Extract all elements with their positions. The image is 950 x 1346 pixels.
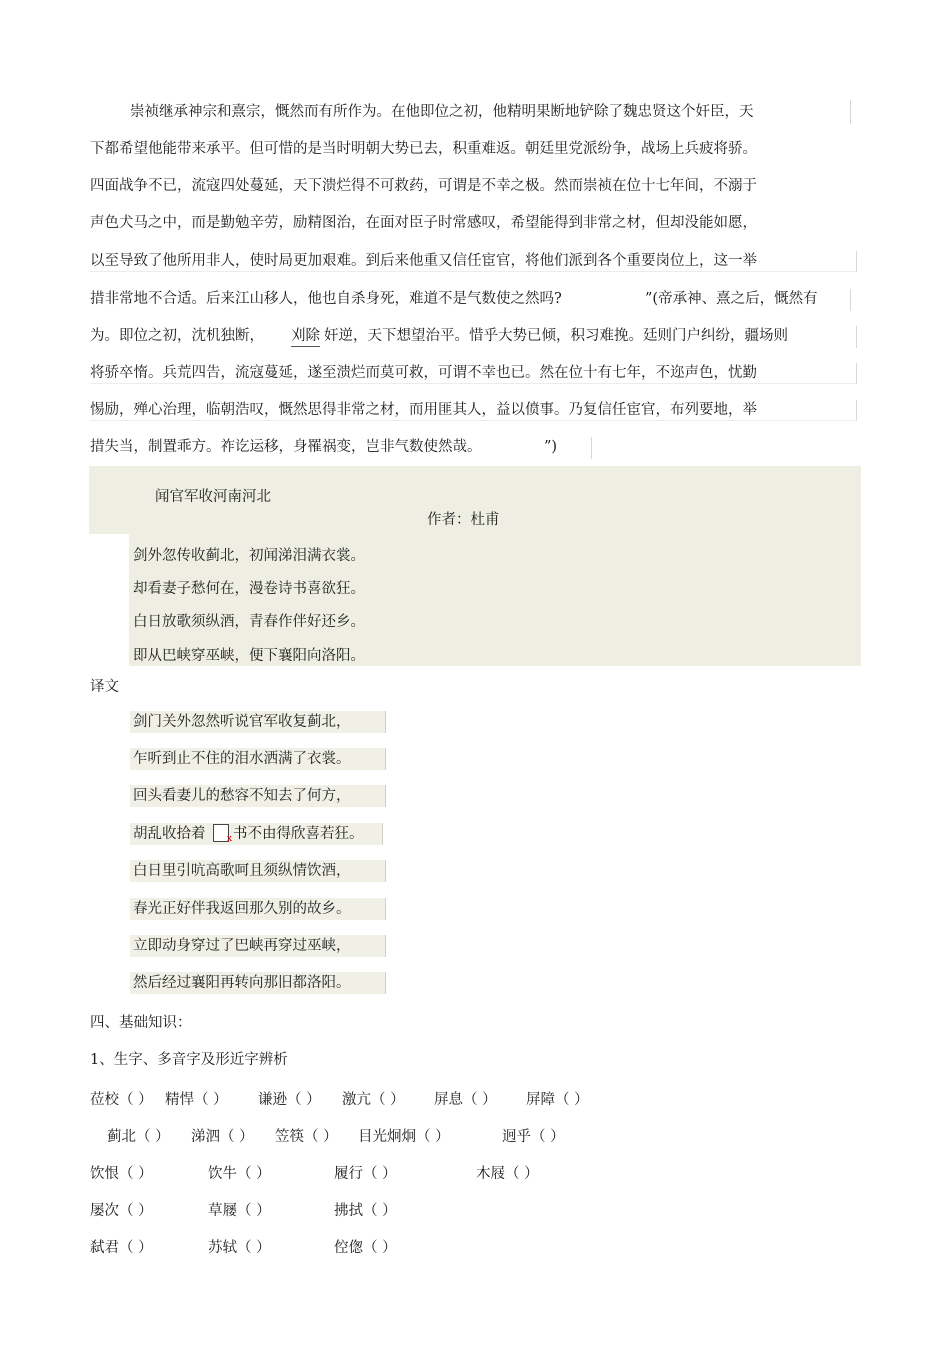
vocab-item: 迥乎（ ）	[502, 1129, 565, 1145]
poem-author: 作者：杜甫	[427, 512, 500, 528]
vocab-item: 笠筷（ ）	[275, 1129, 338, 1145]
original-line-3: 惕励，殚心治理，临朝浩叹，慨然思得非常之材，而用匪其人，益以偾事。乃复信任宦官，布列要地，举	[90, 400, 857, 421]
original-line-1a: 为。即位之初，沈机独断，	[90, 328, 264, 344]
vocab-item: 饮恨（ ）	[90, 1166, 153, 1182]
original-text-close: ”)	[544, 439, 558, 455]
vocab-item: 蓟北（ ）	[107, 1129, 170, 1145]
history-line-5: 以至导致了他所用非人，使时局更加艰难。到后来他重又信任宦官，将他们派到各个重要岗位上，这一举	[90, 251, 857, 272]
poem-line-4: 即从巴峡穿巫峡，便下襄阳向洛阳。	[133, 648, 365, 664]
vocab-item: 弑君（ ）	[90, 1240, 153, 1256]
history-line-2: 下都希望他能带来承平。但可惜的是当时明朝大势已去，积重难返。朝廷里党派纷争，战场上兵疲将骄。	[90, 141, 757, 157]
vocab-item: 目光炯炯（ ）	[358, 1129, 450, 1145]
translation-line-2: 乍听到止不住的泪水洒满了衣裳。	[130, 748, 386, 770]
translation-line-7: 立即动身穿过了巴峡再穿过巫峡，	[130, 935, 386, 957]
vocab-item: 倥偬（ ）	[334, 1240, 397, 1256]
basics-heading: 四、基础知识：	[90, 1015, 192, 1031]
vocab-item: 草屦（ ）	[208, 1203, 271, 1219]
vocab-item: 苏轼（ ）	[208, 1240, 271, 1256]
vocab-item: 拂拭（ ）	[334, 1203, 397, 1219]
translation-line-1: 剑门关外忽然听说官军收复蓟北，	[130, 711, 386, 733]
column-rule	[850, 289, 851, 311]
translation-line-3: 回头看妻儿的愁容不知去了何方，	[130, 785, 386, 807]
translation-heading: 译文	[90, 679, 119, 695]
translation-line-6: 春光正好伴我返回那久别的故乡。	[130, 898, 386, 920]
basics-subheading: 1、生字、多音字及形近字辨析	[90, 1052, 288, 1068]
vocab-item: 涕泗（ ）	[191, 1129, 254, 1145]
vocab-item: 屏障（ ）	[526, 1092, 589, 1108]
poem-title: 闻官军收河南河北	[155, 489, 271, 505]
vocab-item: 激亢（ ）	[342, 1092, 405, 1108]
original-line-4: 措失当，制置乖方。祚讫运移，身罹祸变，岂非气数使然哉。	[90, 439, 482, 455]
original-text-open: ”(帝承神、熹之后，慨然有	[645, 291, 818, 307]
history-line-3: 四面战争不已，流寇四处蔓延，天下溃烂得不可救药，可谓是不幸之极。然而崇祯在位十七年间，不溺于	[90, 178, 757, 194]
vocab-item: 莅校（ ）	[90, 1092, 153, 1108]
poem-line-1: 剑外忽传收蓟北，初闻涕泪满衣裳。	[133, 548, 365, 564]
translation-line-5: 白日里引吭高歌呵且须纵情饮酒，	[130, 860, 386, 882]
original-line-1c: 奸逆，天下想望治平。惜乎大势已倾，积习难挽。廷则门户纠纷，疆场则	[324, 328, 788, 344]
poem-line-2: 却看妻子愁何在，漫卷诗书喜欲狂。	[133, 581, 365, 597]
history-line-1: 崇祯继承神宗和熹宗，慨然而有所作为。在他即位之初，他精明果断地铲除了魏忠贤这个奸臣，天	[130, 104, 754, 120]
vocab-item: 饮牛（ ）	[208, 1166, 271, 1182]
vocab-item: 谦逊（ ）	[258, 1092, 321, 1108]
history-line-4: 声色犬马之中，而是勤勉辛劳，励精图治，在面对臣子时常感叹，希望能得到非常之材，但却没能如愿，	[90, 215, 757, 231]
column-rule	[850, 100, 851, 124]
translation-line-8: 然后经过襄阳再转向那旧都洛阳。	[130, 972, 386, 994]
translation-line-4: 胡乱收拾着	[133, 826, 206, 842]
translation-line-4-tail: 书不由得欣喜若狂。	[233, 826, 364, 842]
poem-line-3: 白日放歌须纵酒，青春作伴好还乡。	[133, 614, 365, 630]
vocab-item: 履行（ ）	[334, 1166, 397, 1182]
column-rule	[856, 326, 857, 348]
history-line-6: 措非常地不合适。后来江山移人，他也自杀身死，难道不是气数使之然吗?	[90, 291, 562, 307]
original-word-liuchu: 刈除	[291, 326, 320, 347]
column-rule	[591, 437, 592, 459]
original-line-2: 将骄卒惰。兵荒四告，流寇蔓延，遂至溃烂而莫可救，可谓不幸也已。然在位十有七年，不迩声色，忧勤	[90, 363, 857, 384]
missing-image-mark: x	[227, 834, 233, 844]
vocab-item: 屏息（ ）	[434, 1092, 497, 1108]
vocab-item: 精悍（ ）	[165, 1092, 228, 1108]
vocab-item: 木屐（ ）	[476, 1166, 539, 1182]
vocab-item: 屡次（ ）	[90, 1203, 153, 1219]
